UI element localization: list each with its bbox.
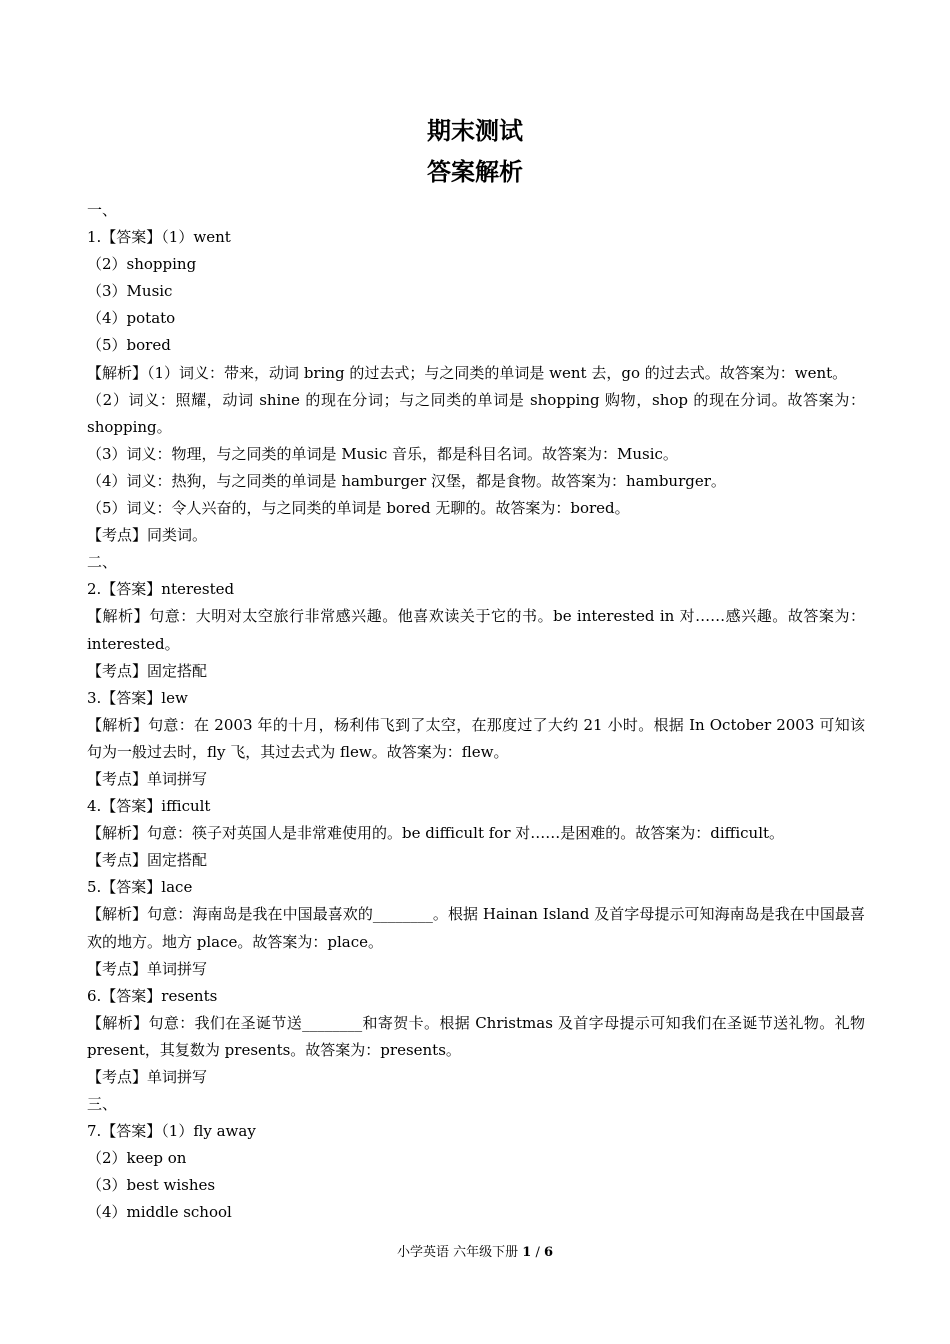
page-footer [0, 1245, 950, 1261]
answer-line: 3.【答案】lew [87, 688, 188, 707]
analysis-line: 【解析】句意：海南岛是我在中国最喜欢的________。根据 Hainan Island 及首字母提示可知海南岛是我在中国最喜欢的地方。地方 place。故答案为：place。 [87, 905, 865, 951]
answer-line: （5）bored [87, 336, 171, 355]
answer-line: 7.【答案】（1）fly away [87, 1122, 256, 1141]
topic-line: 【考点】单词拼写 [87, 769, 208, 788]
answer-line: 1.【答案】（1）went [87, 228, 231, 247]
section-heading-2: 二、 [87, 553, 118, 572]
section-heading-1: 一、 [87, 201, 118, 219]
analysis-line: 【解析】（1）词义：带来，动词 bring 的过去式；与之同类的单词是 went 去，go 的过去式。故答案为：went。 [87, 363, 848, 382]
footer-text: 小学英语 六年级下册 [396, 1245, 519, 1260]
page-title: 期末测试 [427, 117, 523, 145]
analysis-line: （3）词义：物理，与之同类的单词是 Music 音乐，都是科目名词。故答案为：Music。 [87, 444, 678, 463]
topic-line: 【考点】同类词。 [87, 526, 208, 545]
page-number: 1 [522, 1245, 532, 1260]
analysis-line: 【解析】句意：大明对太空旅行非常感兴趣。他喜欢读关于它的书。be interested in 对……感兴趣。故答案为：interested。 [87, 607, 865, 653]
answer-line: （2）keep on [87, 1149, 187, 1168]
page-separator: / [535, 1245, 540, 1260]
answer-line: 2.【答案】nterested [87, 580, 235, 599]
analysis-line: （4）词义：热狗，与之同类的单词是 hamburger 汉堡，都是食物。故答案为：hamburger。 [87, 471, 726, 490]
page-total: 6 [543, 1245, 554, 1260]
answer-line: （4）potato [87, 309, 176, 328]
answer-body [87, 197, 865, 1227]
answer-line: （3）Music [87, 282, 173, 301]
answer-line: 5.【答案】lace [87, 878, 193, 897]
answer-line: （3）best wishes [87, 1176, 216, 1195]
section-heading-3: 三、 [87, 1095, 118, 1114]
topic-line: 【考点】固定搭配 [87, 851, 208, 870]
topic-line: 【考点】单词拼写 [87, 1068, 208, 1086]
analysis-line: 【解析】句意：我们在圣诞节送________和寄贺卡。根据 Christmas 及首字母提示可知我们在圣诞节送礼物。礼物 present，其复数为 presents。故答案为：presents。 [87, 1013, 865, 1059]
topic-line: 【考点】单词拼写 [87, 959, 208, 978]
analysis-line: （2）词义：照耀，动词 shine 的现在分词；与之同类的单词是 shopping 购物，shop 的现在分词。故答案为：shopping。 [87, 390, 865, 436]
answer-line: （4）middle school [87, 1203, 232, 1222]
page-subtitle: 答案解析 [427, 158, 523, 186]
analysis-line: 【解析】句意：筷子对英国人是非常难使用的。be difficult for 对……是困难的。故答案为：difficult。 [87, 824, 785, 843]
analysis-line: （5）词义：令人兴奋的，与之同类的单词是 bored 无聊的。故答案为：bored。 [87, 499, 630, 518]
answer-line: （2）shopping [87, 255, 197, 274]
analysis-line: 【解析】句意：在 2003 年的十月，杨利伟飞到了太空，在那度过了大约 21 小时。根据 In October 2003 可知该句为一般过去时，fly 飞，其过去式为 flew。故答案为：flew。 [87, 715, 865, 761]
answer-line: 4.【答案】ifficult [87, 797, 211, 816]
topic-line: 【考点】固定搭配 [87, 661, 208, 680]
answer-line: 6.【答案】resents [87, 986, 218, 1005]
